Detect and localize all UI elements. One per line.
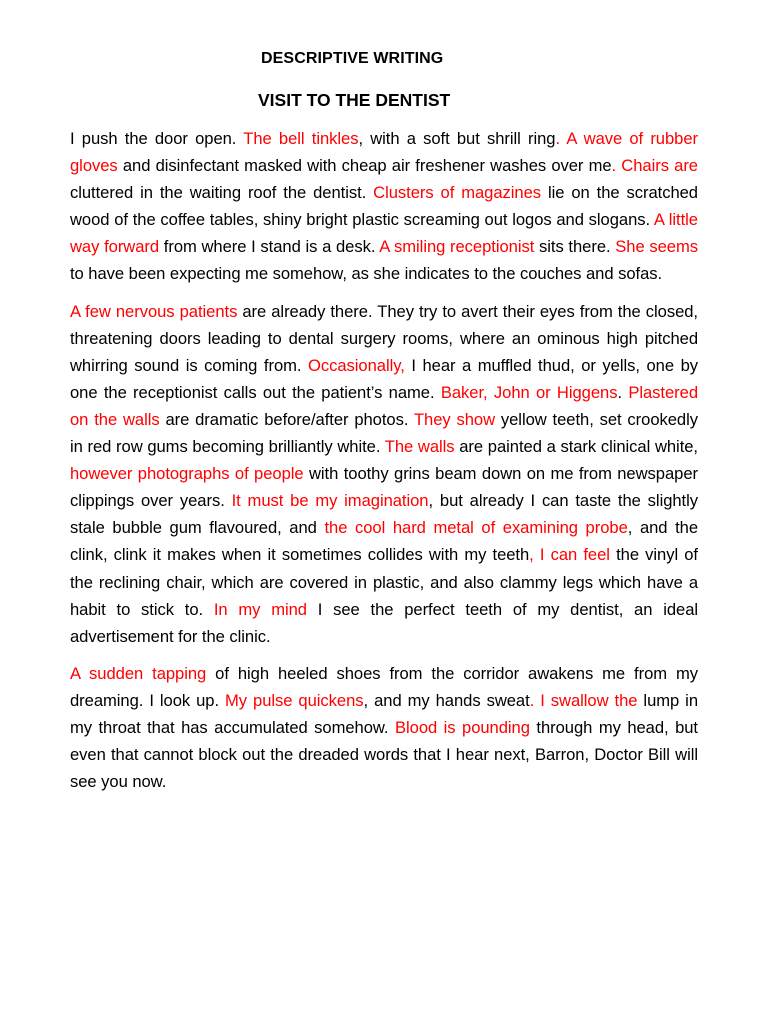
paragraph-2	[70, 298, 698, 650]
highlighted-phrase: She seems	[615, 237, 698, 257]
text-segment: I hear a muffled thud, or yells, one by one the receptionist calls out the patient’s name.	[70, 355, 698, 402]
highlighted-phrase: A sudden tapping	[70, 663, 207, 683]
document-heading: DESCRIPTIVE WRITING	[261, 50, 444, 67]
highlighted-phrase: Blood is pounding	[394, 717, 530, 737]
text-segment: , with a soft but shrill ring	[358, 129, 556, 148]
text-segment: to have been expecting me somehow, as she indicates to the couches and sofas.	[70, 264, 663, 284]
highlighted-phrase: My pulse quickens	[225, 690, 364, 710]
highlighted-phrase: . A wave of rubber gloves	[70, 129, 698, 176]
text-segment: and disinfectant masked with cheap air freshener washes over me	[117, 156, 612, 176]
highlighted-phrase: A little way forward	[70, 210, 698, 257]
text-segment: cluttered in the waiting roof the dentist.	[70, 183, 374, 203]
highlighted-phrase: The bell tinkles	[243, 129, 359, 148]
highlighted-phrase: Clusters of magazines	[373, 183, 542, 203]
text-segment: I see the perfect teeth of my dentist, an ideal advertisement for the clinic.	[70, 599, 699, 646]
highlighted-phrase: however photographs of people	[70, 464, 304, 484]
text-segment: with toothy grins beam down on me from newspaper clippings over years.	[70, 464, 698, 511]
text-segment: .	[617, 382, 629, 402]
text-segment: are dramatic before/after photos.	[159, 409, 414, 429]
document-title: VISIT TO THE DENTIST	[258, 90, 451, 110]
text-segment: are already there. They try to avert their eyes from the closed, threatening doors leading to dental surgery rooms, where an ominous high pitched whirring sound is coming from.	[70, 301, 698, 375]
text-segment: the vinyl of the reclining chair, which are covered in plastic, and also clammy legs which have a habit to stick to.	[70, 545, 698, 619]
highlighted-phrase: Plastered on the walls	[70, 382, 698, 429]
text-segment: from where I stand is a desk.	[159, 237, 380, 257]
paragraph-3	[70, 660, 698, 795]
highlighted-phrase: They show	[413, 409, 496, 429]
highlighted-phrase: the cool hard metal of examining probe	[324, 518, 628, 538]
highlighted-phrase: The walls	[384, 437, 455, 457]
text-segment: , but already I can taste the slightly stale bubble gum flavoured, and	[70, 491, 699, 538]
highlighted-phrase: , I can feel	[529, 545, 610, 565]
text-segment: through my head, but even that cannot block out the dreaded words that I hear next, Barron, Doctor Bill will see you now.	[70, 717, 698, 792]
text-segment: , and the clink, clink it makes when it sometimes collides with my teeth	[70, 518, 699, 565]
highlighted-phrase: It must be my imagination	[231, 491, 429, 511]
text-segment: lie on the scratched wood of the coffee tables, shiny bright plastic screaming out logos and slogans.	[70, 183, 698, 230]
highlighted-phrase: . I swallow the	[529, 690, 638, 710]
highlighted-phrase: . Chairs are	[611, 156, 698, 176]
text-segment: lump in my throat that has accumulated somehow.	[70, 690, 698, 737]
text-segment: I push the door open.	[70, 129, 244, 148]
highlighted-phrase: Occasionally,	[308, 355, 405, 375]
text-segment: , and my hands sweat	[363, 690, 530, 710]
paragraph-1	[70, 125, 698, 288]
text-segment: sits there.	[534, 237, 616, 257]
highlighted-phrase: In my mind	[213, 599, 307, 619]
highlighted-phrase: A few nervous patients	[70, 301, 238, 321]
highlighted-phrase: A smiling receptionist	[379, 237, 535, 257]
text-segment: yellow teeth, set crookedly in red row gums becoming brilliantly white.	[70, 409, 698, 457]
highlighted-phrase: Baker, John or Higgens	[440, 382, 618, 402]
essay-body	[70, 125, 698, 805]
text-segment: are painted a stark clinical white,	[454, 437, 698, 457]
text-segment: of high heeled shoes from the corridor awakens me from my dreaming. I look up.	[70, 663, 698, 710]
